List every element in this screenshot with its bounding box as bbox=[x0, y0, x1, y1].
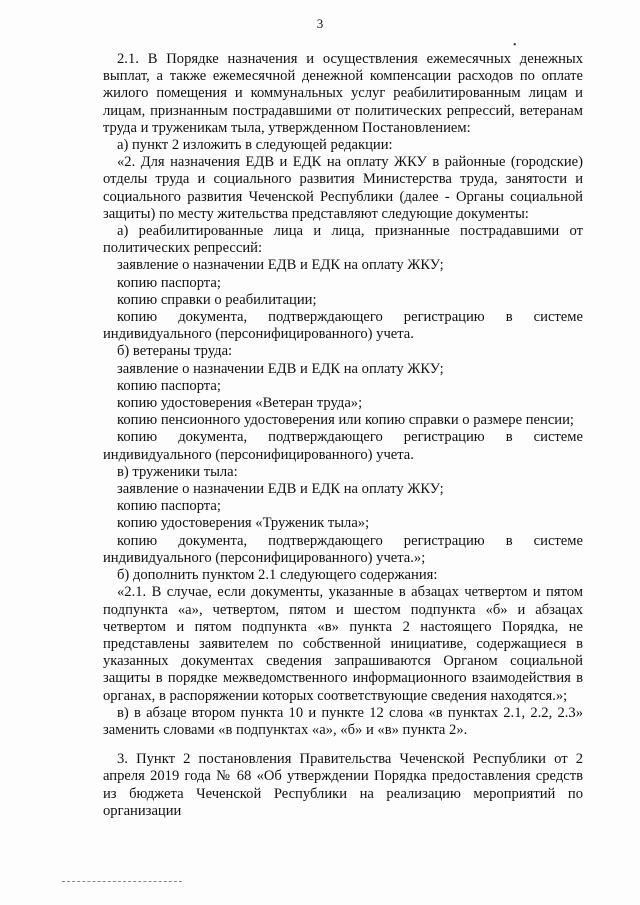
list-item: заявление о назначении ЕДВ и ЕДК на оплату ЖКУ; bbox=[117, 481, 444, 498]
list-item: заявление о назначении ЕДВ и ЕДК на оплату ЖКУ; bbox=[117, 257, 444, 274]
list-item: заявление о назначении ЕДВ и ЕДК на оплату ЖКУ; bbox=[117, 360, 444, 377]
paragraph-2-1: 2.1. В Порядке назначения и осуществления ежемесячных денежных выплат, а также ежемесячной денежной компенсации расходов по оплате жилого помещения и коммунальных услуг реабилитированным лицам и лицам, признанным пострадавшими от политических репрессий, ветеранам труда и труженикам тыла, утвержденном Постановлением: bbox=[103, 51, 583, 136]
list-item: копию паспорта; bbox=[117, 498, 221, 515]
paragraph-sub-a: а) реабилитированные лица и лица, признанные пострадавшими от политических репрессий: bbox=[103, 223, 583, 257]
paragraph-3: 3. Пункт 2 постановления Правительства Чеченской Республики от 2 апреля 2019 года № 68 «Об утверждении Порядка предоставления средств из бюджета Чеченской Республики на реализацию мероприятий по организации bbox=[103, 751, 583, 819]
list-item: копию удостоверения «Ветеран труда»; bbox=[117, 395, 363, 412]
list-item: копию документа, подтверждающего регистрацию в системе индивидуального (персонифицированного) учета.»; bbox=[103, 532, 583, 566]
list-item: копию документа, подтверждающего регистрацию в системе индивидуального (персонифицированного) учета. bbox=[103, 309, 583, 343]
paragraph-sub-b: б) ветераны труда: bbox=[117, 343, 233, 360]
list-item: копию справки о реабилитации; bbox=[117, 291, 317, 308]
list-item: копию паспорта; bbox=[117, 377, 221, 394]
page-number: 3 bbox=[316, 16, 324, 31]
paragraph-item-b: б) дополнить пунктом 2.1 следующего содержания: bbox=[117, 567, 438, 584]
paragraph-item-v: в) в абзаце втором пункта 10 и пункте 12 слова «в пунктах 2.1, 2.2, 2.3» заменить словами «в подпунктах «а», «б» и «в» пункта 2». bbox=[103, 704, 583, 738]
footer-rule bbox=[62, 881, 182, 882]
paragraph-sub-v: в) труженики тыла: bbox=[117, 463, 238, 480]
document-body bbox=[103, 51, 583, 820]
list-item: копию паспорта; bbox=[117, 274, 221, 291]
paragraph-item-a: а) пункт 2 изложить в следующей редакции: bbox=[117, 137, 393, 154]
paragraph-point-2: «2. Для назначения ЕДВ и ЕДК на оплату ЖКУ в районные (городские) отделы труда и социального развития Министерства труда, занятости и социального развития Чеченской Республики (далее - Органы социальной защиты) по месту жительства представляют следующие документы: bbox=[103, 154, 583, 222]
list-item: копию пенсионного удостоверения или копию справки о размере пенсии; bbox=[117, 412, 574, 429]
list-item: копию документа, подтверждающего регистрацию в системе индивидуального (персонифицированного) учета. bbox=[103, 429, 583, 463]
scan-speck: • bbox=[513, 40, 517, 51]
paragraph-point-2-1: «2.1. В случае, если документы, указанные в абзацах четвертом и пятом подпункта «а», четвертом, пятом и шестом подпункта «б» и абзацах четвертом и пятом подпункта «в» пункта 2 настоящего Порядка, не представлены заявителем по собственной инициативе, содержащиеся в указанных документах сведения запрашиваются Органом социальной защиты в порядке межведомственного информационного взаимодействия в органах, в распоряжении которых соответствующие сведения находятся.»; bbox=[103, 584, 583, 704]
list-item: копию удостоверения «Труженик тыла»; bbox=[117, 515, 370, 532]
